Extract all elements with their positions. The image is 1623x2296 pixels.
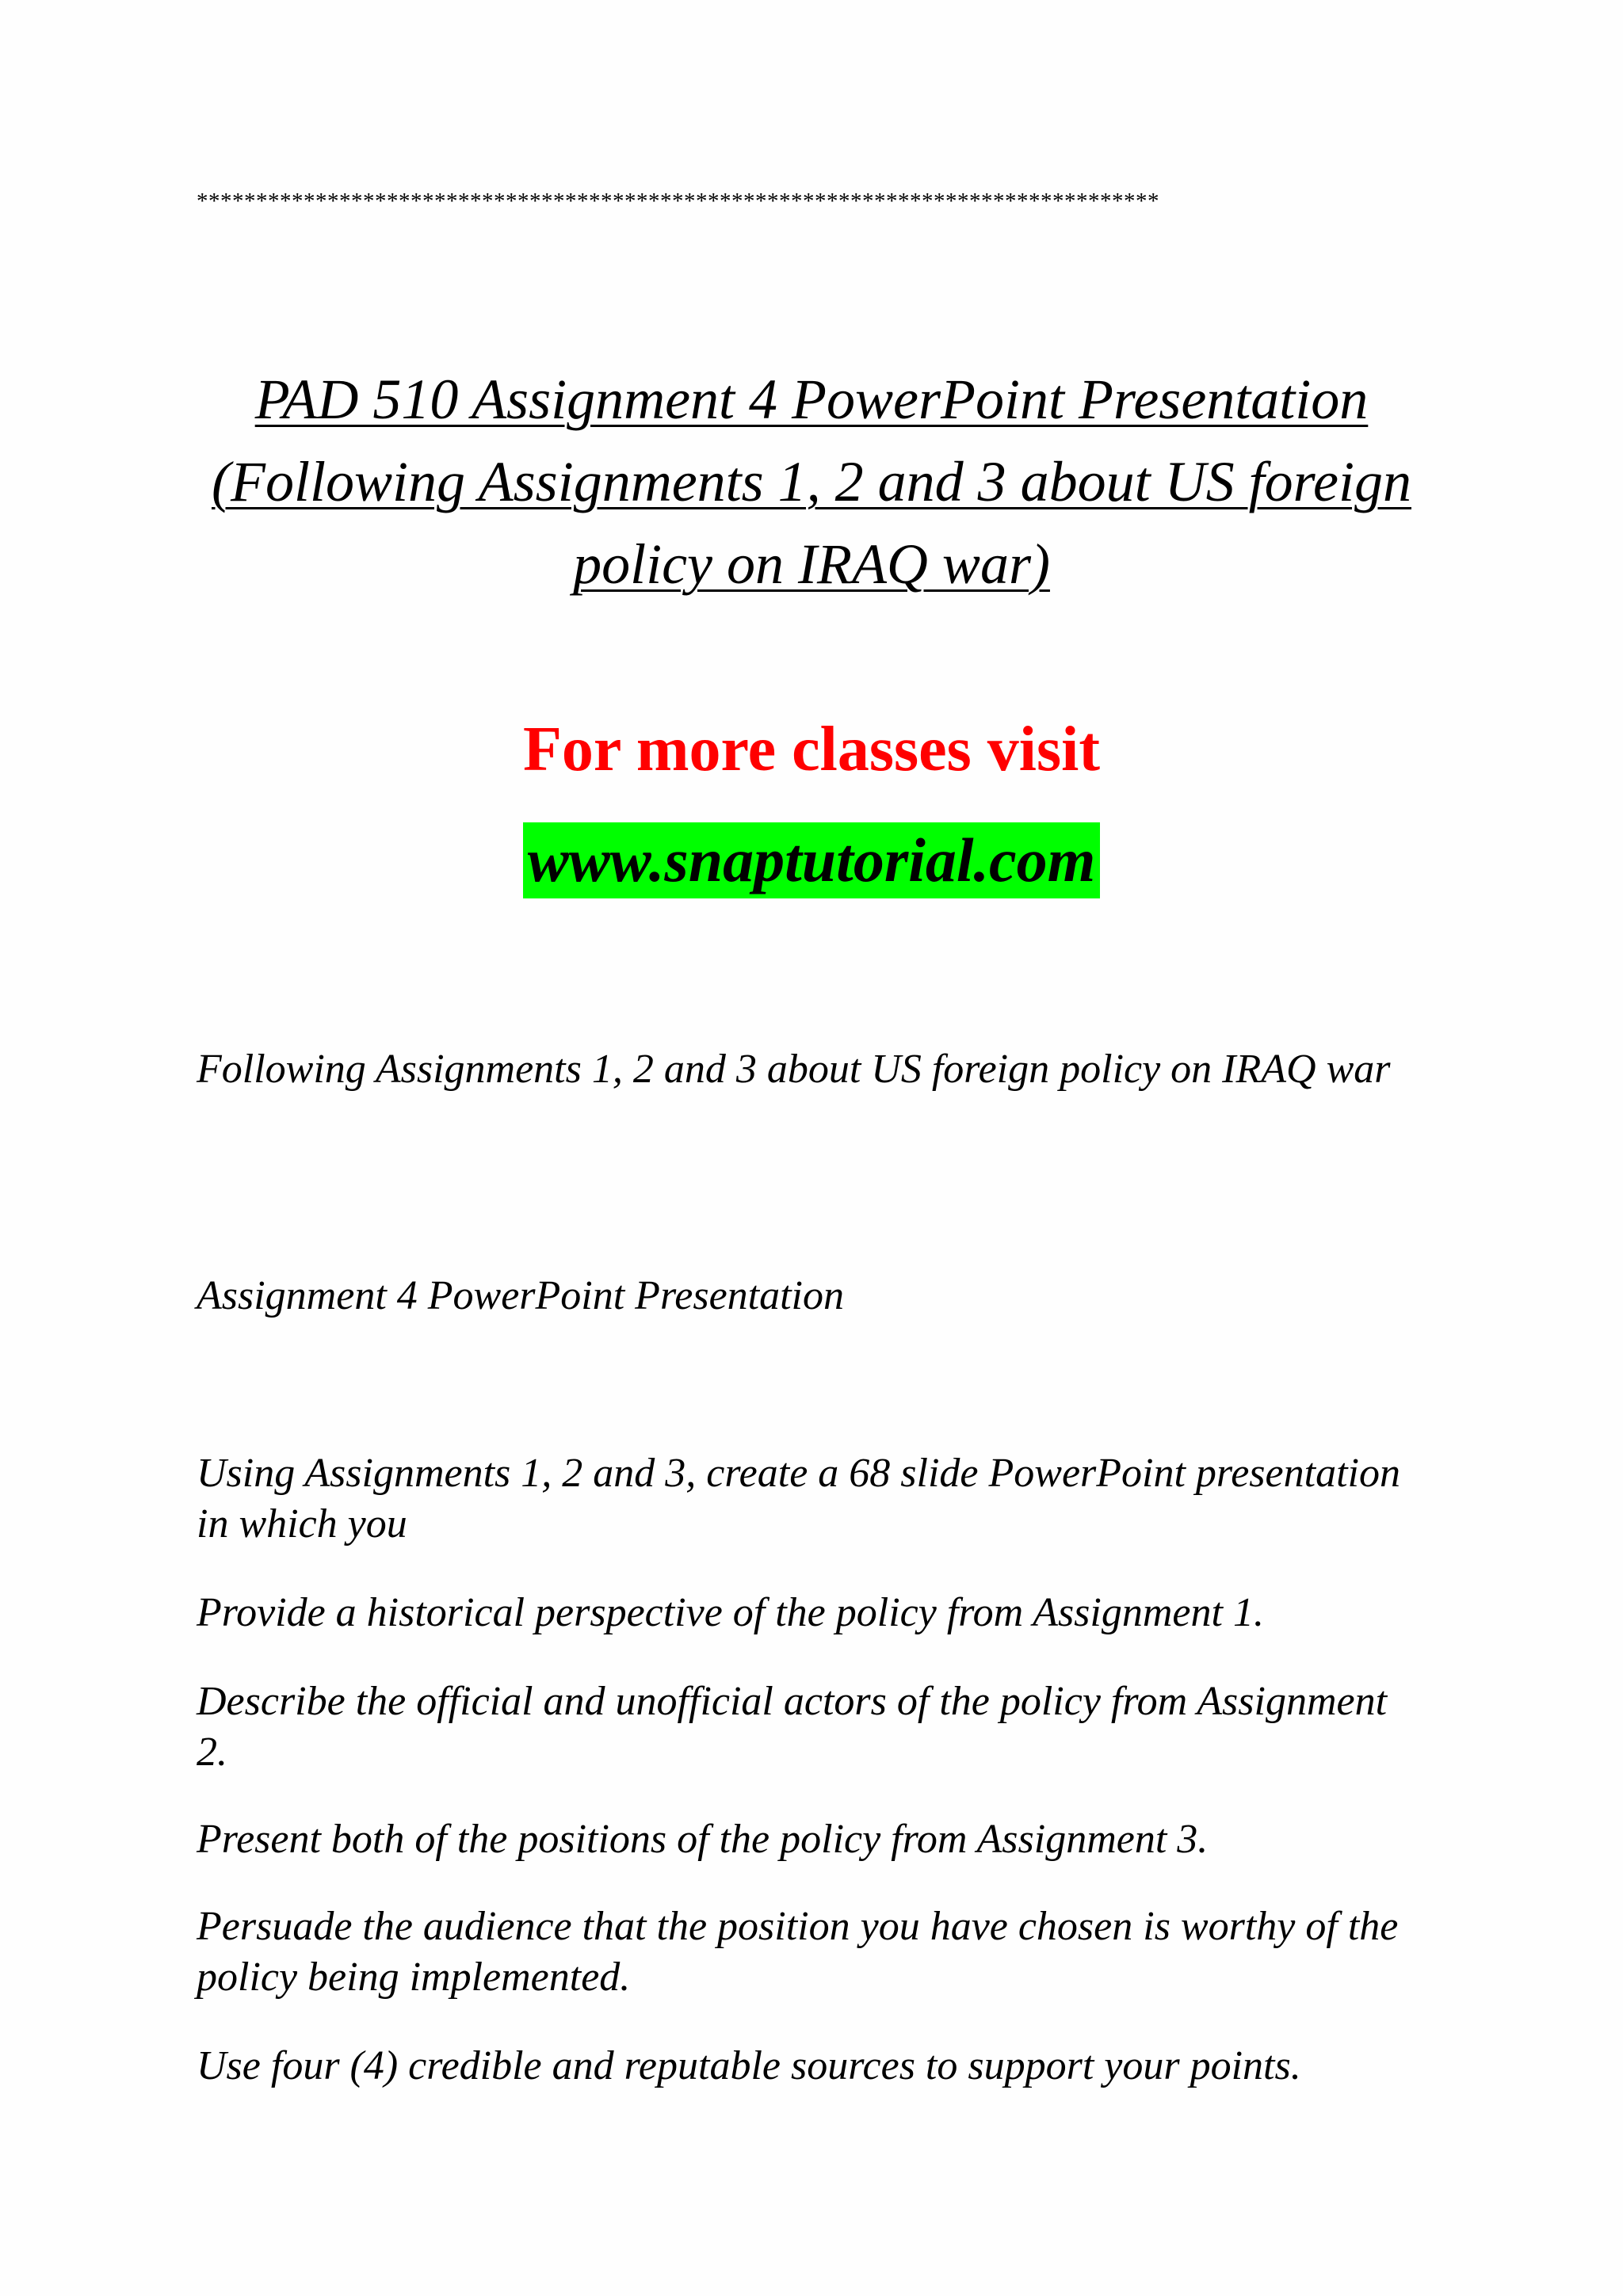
paragraph-task-2: Describe the official and unofficial actors of the policy from Assignment 2. (197, 1679, 1388, 1775)
paragraph-instructions: Using Assignments 1, 2 and 3, create a 68 slide PowerPoint presentation in which you (197, 1451, 1400, 1547)
document-title: PAD 510 Assignment 4 PowerPoint Presentation (Following Assignments 1, 2 and 3 about US foreign policy on IRAQ war) (211, 368, 1411, 596)
paragraph-task-1: Provide a historical perspective of the policy from Assignment 1. (197, 1590, 1264, 1635)
promo-visit-text: For more classes visit (522, 715, 1100, 784)
paragraph-task-5: Use four (4) credible and reputable sources to support your points. (197, 2043, 1301, 2088)
paragraph-intro: Following Assignments 1, 2 and 3 about US foreign policy on IRAQ war (197, 1047, 1391, 1092)
promo-link[interactable]: www.snaptutorial.com (523, 822, 1101, 898)
promo-link-container (0, 822, 1623, 898)
paragraph-task-4: Persuade the audience that the position you have chosen is worthy of the policy being implemented. (197, 1904, 1399, 2000)
asterisk-separator: ********************************************************************************* (197, 189, 1159, 214)
paragraph-assignment-title: Assignment 4 PowerPoint Presentation (197, 1273, 844, 1318)
paragraph-task-3: Present both of the positions of the policy from Assignment 3. (197, 1817, 1209, 1862)
